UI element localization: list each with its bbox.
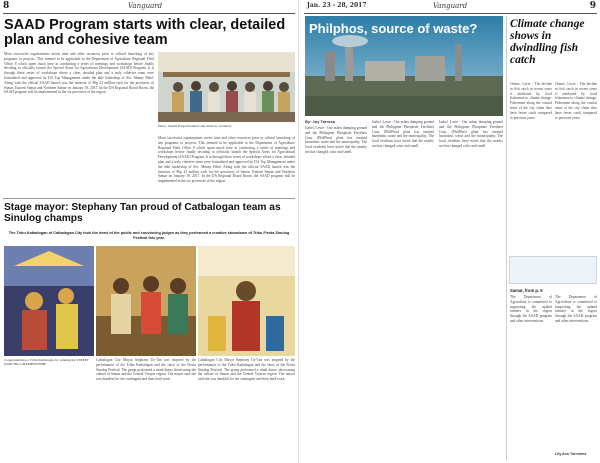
saad-headline: SAAD Program starts with clear, detailed plan and cohesive team [4,17,286,49]
page-number: 8 [3,1,10,11]
issue-date: Jan. 23 - 28, 2017 [307,2,367,9]
sinulog-body-col-2: Catbalogan City Mayor Stephany Uy-Tan was inspired by the performance of the Tribu Katbalogan and the show of the Fiesta Sinulog Festival. The group performed a ritual dance showcasing the culture of Samar and the Central Visayas region. The mayor said she was thankful for the contingent and their hard work. [198,358,295,382]
saad-photo-caption: Photo: SAAD Program launch and turnover ceremony [158,124,232,128]
sinulog-headline: Stage mayor: Stephany Tan proud of Catbalogan team as Sinulog champs [4,202,281,224]
climate-body-col-1: Ormoc, Leyte - The decline in fish catch in recent years is attributed by local fishermen to climate change. Fishermen along the coastal areas of the city claim they have fewer catch compared to previous years. [510,82,552,120]
sinulog-kicker: The Tribu Katbalogan of Catbalogan City took the heart of the public and convincing judges as they performed a creative showdown of Tribu Fiesta Sinulog Festival this year. [8,231,290,240]
header-rule [304,13,597,14]
philphos-body-col-2: Isabel, Leyte - Our ashen dumping ground and the Philippine Phosphate Fertilizer Corp. (PhilPhos) plant has emitted hazardous waste and the municipality. The local residents have noted that the nearby sea has changed color and smell. [372,120,434,148]
philphos-byline: By: Joy Tarrosa [305,119,335,124]
page-header-right [301,0,600,14]
sinulog-photo-right [198,246,295,356]
saad-photo [158,52,295,122]
climate-body-col-2: Ormoc, Leyte - The decline in fish catch in recent years is attributed by local fishermen to climate change. Fishermen along the coastal areas of the city claim they have fewer catch compared to previous years. [555,82,597,120]
saad-body-col-1: More successful organizations invest time and other resources prior to official launching of any programs or projects. This seemed to be applicable to the Department of Agriculture Regional Field Office 8 which spent much time in conducting a series of meetings and workshops before finally deciding to officially launch the Special Areas for Agricultural Development (SAAD) Program. It is through these series of workshops where a clear, detailed plan and a truly cohesive team were formulated and approved by DA Top Management under the able leadership of Sec. Manny Piñol. Along with the official SAAD launch was the turnover of Php 23 million each for the provinces of Samar, Eastern Samar and Northern Samar on January 19, 2017. In the DA Regional Board Room, the SAAD program will be implemented in the six provinces of the region. [4,52,154,95]
sinulog-photo-left [4,246,94,356]
sinulog-caption: Congratulations to Tribu Katbalogan for winning the STREET DANCING CHAMPIONSHIP [4,358,89,367]
page-number: 9 [589,1,596,11]
page-8 [0,0,299,463]
philphos-body-col-3: Isabel, Leyte - Our ashen dumping ground and the Philippine Phosphate Fertilizer Corp. (PhilPhos) plant has emitted hazardous waste and the municipality. The local residents have noted that the nearby sea has changed color and smell. [439,120,503,148]
section-divider [3,198,295,199]
philphos-body-col-1: Isabel, Leyte - Our ashen dumping ground and the Philippine Phosphate Fertilizer Corp. (PhilPhos) plant has emitted hazardous waste and the municipality. The local residents have noted that the nearby sea has changed color and smell. [305,126,367,154]
samar-body-col-2: The Department of Agriculture is committed to supporting the upland farmers in the region through the SAAD program and other interventions. [555,295,597,323]
climate-byline: Lily Ann Torrentes [555,452,587,456]
masthead-logo: Vanguard [128,2,163,10]
page-9 [301,0,600,463]
column-divider [506,16,507,460]
sinulog-body-col-1: Catbalogan City Mayor Stephany Uy-Tan was inspired by the performance of the Tribu Katbalogan and the show of the Fiesta Sinulog Festival. The group performed a ritual dance showcasing the culture of Samar and the Central Visayas region. The mayor said she was thankful for the contingent and their hard work. [96,358,196,382]
saad-body-col-2: More successful organizations invest time and other resources prior to official launching of any programs or projects. This seemed to be applicable to the Department of Agriculture Regional Field Office 8 which spent much time in conducting a series of meetings and workshops before finally deciding to officially launch the Special Areas for Agricultural Development (SAAD) Program. It is through these series of workshops where a clear, detailed plan and a truly cohesive team were formulated and approved by DA Top Management under the able leadership of Sec. Manny Piñol. Along with the official SAAD launch was the turnover of Php 23 million each for the provinces of Samar, Eastern Samar and Northern Samar on January 19, 2017. In the DA Regional Board Room, the SAAD program will be implemented in the six provinces of the region. [158,136,295,184]
climate-note-box [509,256,597,284]
page-header-left [0,0,298,14]
samar-body-col-1: The Department of Agriculture is committed to supporting the upland farmers in the region through the SAAD program and other interventions. [510,295,552,323]
climate-headline: Climate change shows in dwindling fish catch [510,18,585,67]
philphos-headline: Philphos, source of waste? [309,21,478,36]
header-rule [3,13,295,14]
masthead-logo: Vanguard [433,2,468,10]
samar-kicker: Samar, from p. 5 [510,288,543,293]
sinulog-photo-middle [96,246,196,356]
